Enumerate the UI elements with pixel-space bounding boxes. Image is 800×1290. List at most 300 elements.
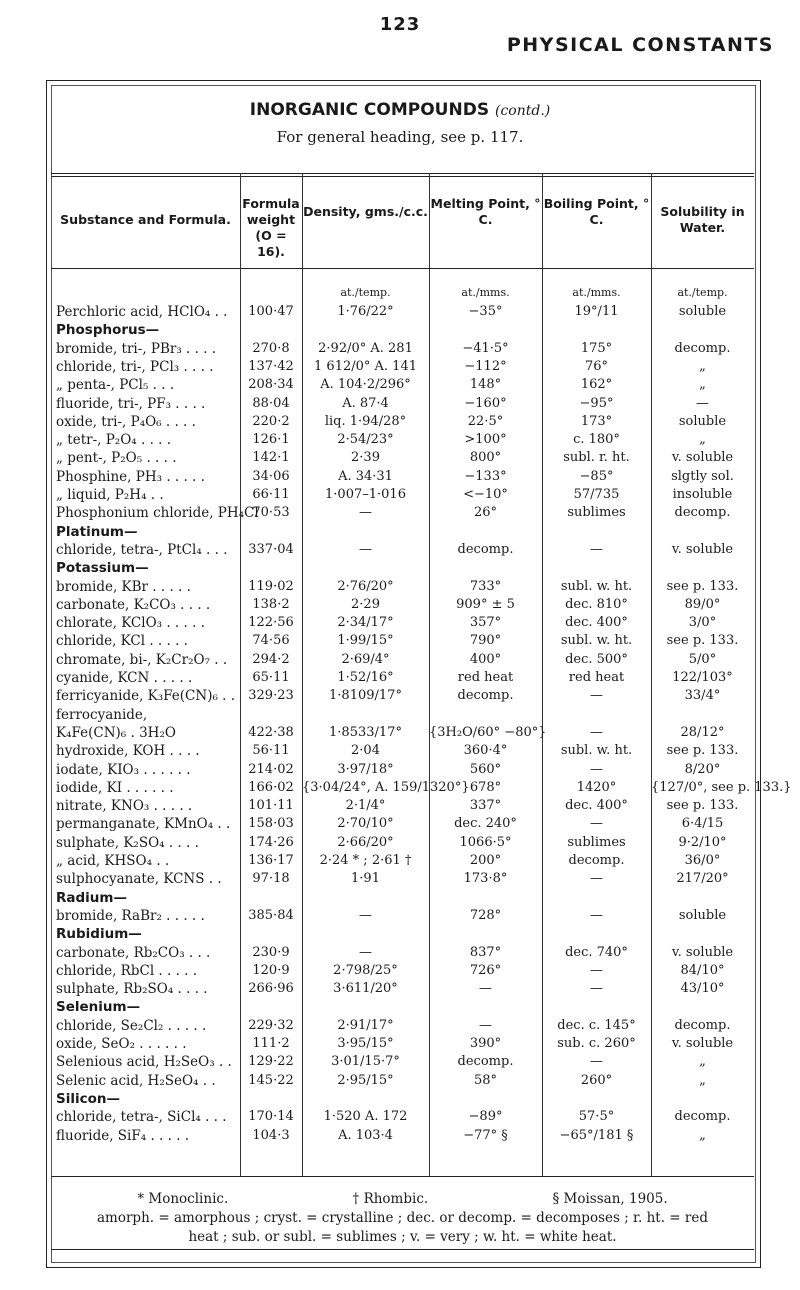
- table-row: [51, 962, 754, 980]
- cell-melting: 200°: [469, 853, 502, 868]
- cell-weight: 111·2: [252, 1036, 290, 1051]
- cell-weight: 294·2: [252, 651, 290, 667]
- cell-solubility: see p. 133.: [666, 798, 739, 814]
- substance-name: Selenious acid, H₂SeO₃ . .: [56, 1054, 232, 1071]
- cell-density: 1·520 A. 172: [323, 1109, 408, 1125]
- cell-weight: 166·02: [248, 779, 294, 795]
- cell-weight: 88·04: [252, 395, 290, 411]
- cell-density: 3·611/20°: [333, 981, 398, 997]
- cell-density: —: [359, 541, 372, 557]
- subheading-label: Selenium—: [56, 999, 141, 1016]
- cell-melting: 728°: [469, 907, 502, 923]
- cell-boiling: —: [590, 541, 603, 557]
- cell-density: A. 34·31: [338, 468, 393, 484]
- cell-melting: 58°: [473, 1072, 498, 1088]
- cell-solubility: v. soluble: [671, 944, 734, 960]
- column-header-melting: Melting Point, ° C.: [430, 196, 541, 227]
- cell-melting: 148°: [469, 377, 502, 393]
- section-title: [0, 100, 800, 120]
- cell-solubility: 28/12°: [680, 724, 725, 740]
- table-row: [51, 761, 754, 779]
- cell-solubility: 9·2/10°: [678, 834, 727, 850]
- table-row: [51, 504, 754, 522]
- cell-weight: 126·1: [252, 432, 290, 448]
- cell-weight: 74·56: [252, 633, 290, 649]
- cell-melting: 560°: [469, 761, 502, 777]
- cell-solubility: „: [699, 1054, 706, 1070]
- substance-name: iodide, KI . . . . . .: [56, 779, 174, 796]
- table-row: [51, 687, 754, 705]
- table-row: [51, 395, 754, 413]
- cell-boiling: —: [590, 962, 603, 978]
- cell-melting: 790°: [469, 633, 502, 649]
- cell-solubility: see p. 133.: [666, 578, 739, 594]
- substance-name: cyanide, KCN . . . . .: [56, 670, 193, 686]
- cell-boiling: 162°: [580, 377, 613, 393]
- cell-weight: 208·34: [248, 377, 294, 393]
- cell-solubility: 84/10°: [680, 962, 725, 978]
- cell-melting: red heat: [457, 670, 514, 685]
- cell-boiling: —: [590, 871, 603, 887]
- substance-name: chloride, KCl . . . . .: [56, 633, 188, 650]
- section-title-text: INORGANIC COMPOUNDS: [249, 100, 490, 120]
- footnote-abbreviations-2: heat ; sub. or subl. = sublimes ; v. = very ; w. ht. = white heat.: [188, 1229, 617, 1245]
- cell-density: 2·92/0° A. 281: [318, 340, 413, 356]
- cell-density: —: [359, 907, 372, 923]
- cell-density: 1 612/0° A. 141: [314, 358, 417, 374]
- header-rule: [51, 268, 754, 269]
- cell-boiling: 173°: [580, 413, 613, 429]
- cell-boiling: —: [590, 688, 603, 704]
- cell-melting: −41·5°: [462, 340, 509, 356]
- cell-boiling: sublimes: [567, 834, 626, 850]
- substance-name: „ penta-, PCl₅ . . .: [56, 377, 175, 394]
- cell-melting: −89°: [468, 1109, 503, 1125]
- cell-density: 2·69/4°: [341, 651, 390, 667]
- cell-weight: 270·8: [252, 340, 290, 356]
- cell-melting: >100°: [464, 432, 507, 448]
- table-subheading: [51, 889, 754, 907]
- column-header-substance: Substance and Formula.: [60, 212, 231, 227]
- cell-weight: 230·9: [252, 944, 290, 960]
- substance-name: iodate, KIO₃ . . . . . .: [56, 761, 191, 778]
- substance-name: sulphocyanate, KCNS . .: [56, 871, 222, 888]
- cell-weight: 266·96: [248, 981, 294, 997]
- column-header-boiling: Boiling Point, ° C.: [543, 196, 650, 227]
- substance-name: ferrocyanide,: [56, 706, 148, 723]
- cell-weight: 337·04: [248, 541, 294, 557]
- cell-solubility: v. soluble: [671, 541, 734, 557]
- cell-weight: 70·53: [252, 505, 290, 521]
- substance-name: fluoride, tri-, PF₃ . . . .: [56, 395, 206, 412]
- cell-density: 1·8533/17°: [329, 724, 402, 740]
- substance-name: chromate, bi-, K₂Cr₂O₇ . .: [56, 651, 228, 668]
- substance-name: „ pent-, P₂O₅ . . . .: [56, 450, 177, 467]
- table-subheading: [51, 559, 754, 577]
- cell-solubility: 6·4/15: [681, 816, 724, 832]
- substance-name: Perchloric acid, HClO₄ . .: [56, 304, 228, 320]
- cell-density: 2·29: [351, 596, 380, 612]
- units-melting: at./mms.: [461, 286, 510, 299]
- cell-boiling: subl. r. ht.: [563, 450, 630, 466]
- table-subheading: [51, 321, 754, 339]
- column-header-solubility: Solubility in Water.: [660, 204, 745, 235]
- cell-melting: 837°: [469, 944, 502, 960]
- table-top-rule: [51, 173, 754, 174]
- cell-melting: −112°: [464, 358, 507, 374]
- cell-density: 2·76/20°: [337, 578, 394, 594]
- cell-density: 2·70/10°: [337, 816, 394, 832]
- cell-boiling: —: [590, 724, 603, 740]
- cell-density: 1·91: [351, 871, 380, 887]
- subheading-label: Rubidium—: [56, 926, 142, 943]
- cell-weight: 34·06: [252, 468, 290, 484]
- units-boiling: at./mms.: [572, 286, 621, 299]
- table-row: [51, 669, 754, 687]
- running-head: PHYSICAL CONSTANTS: [506, 34, 774, 56]
- cell-weight: 136·17: [248, 853, 294, 868]
- cell-weight: 158·03: [248, 816, 294, 832]
- cell-boiling: dec. 400°: [565, 615, 628, 631]
- units-density: at./temp.: [340, 286, 391, 299]
- table-row: [51, 907, 754, 925]
- column-header-density: Density, gms./c.c.: [303, 204, 428, 219]
- cell-boiling: —: [590, 761, 603, 777]
- cell-weight: 220·2: [252, 413, 290, 429]
- cell-density: 2·04: [351, 743, 380, 759]
- cell-melting: <−10°: [463, 487, 508, 502]
- cell-density: A. 104·2/296°: [320, 377, 411, 393]
- cell-density: 2·95/15°: [337, 1072, 394, 1088]
- subheading-label: Potassium—: [56, 560, 149, 577]
- cell-solubility: 8/20°: [684, 761, 721, 777]
- cell-density: 3·95/15°: [337, 1036, 394, 1051]
- table-row: [51, 834, 754, 852]
- cell-boiling: subl. w. ht.: [560, 743, 633, 759]
- table-subheading: [51, 523, 754, 541]
- cell-melting: 26°: [473, 505, 498, 521]
- substance-name: chlorate, KClO₃ . . . . .: [56, 615, 205, 632]
- substance-name: oxide, SeO₂ . . . . . .: [56, 1036, 187, 1052]
- cell-boiling: −95°: [579, 395, 614, 411]
- subheading-label: Phosphorus—: [56, 322, 160, 339]
- substance-name: „ tetr-, P₂O₄ . . . .: [56, 432, 172, 449]
- cell-solubility: insoluble: [672, 487, 733, 502]
- table-row: [51, 724, 754, 742]
- table-row: [51, 1035, 754, 1053]
- substance-name: bromide, RaBr₂ . . . . .: [56, 907, 205, 924]
- table-row: [51, 596, 754, 614]
- subheading-label: Radium—: [56, 889, 127, 906]
- cell-solubility: v. soluble: [671, 1036, 734, 1051]
- cell-solubility: v. soluble: [671, 450, 734, 466]
- cell-solubility: decomp.: [674, 340, 731, 356]
- cell-boiling: 76°: [584, 358, 609, 374]
- table-row: [51, 1127, 754, 1145]
- cell-melting: 909° ± 5: [456, 596, 515, 612]
- substance-name: chloride, tetra-, SiCl₄ . . .: [56, 1109, 227, 1126]
- cell-boiling: 57·5°: [578, 1109, 615, 1125]
- substance-name: oxide, tri-, P₄O₆ . . . .: [56, 413, 196, 430]
- cell-solubility: 5/0°: [688, 651, 717, 667]
- cell-melting: −35°: [468, 304, 503, 319]
- cell-solubility: soluble: [678, 413, 727, 429]
- cell-boiling: —: [590, 1054, 603, 1070]
- footnote-rhombic: † Rhombic.: [352, 1191, 429, 1207]
- table-row: [51, 870, 754, 888]
- cell-weight: 142·1: [252, 450, 290, 466]
- cell-density: —: [359, 944, 372, 960]
- cell-melting: −133°: [464, 468, 507, 484]
- cell-melting: 390°: [469, 1036, 502, 1051]
- cell-melting: decomp.: [457, 688, 514, 704]
- table-row: [51, 779, 792, 797]
- table-row: [51, 1072, 754, 1090]
- cell-melting: 733°: [469, 578, 502, 594]
- footnotes: [51, 1190, 754, 1247]
- cell-melting: dec. 240°: [454, 816, 517, 832]
- footnote-bottom-rule: [51, 1249, 754, 1250]
- substance-name: chloride, tri-, PCl₃ . . . .: [56, 358, 214, 375]
- cell-weight: 422·38: [248, 724, 294, 740]
- cell-solubility: soluble: [678, 907, 727, 923]
- cell-solubility: 43/10°: [680, 981, 725, 997]
- table-row: [51, 340, 754, 358]
- cell-melting: {3H₂O/60° −80°}: [429, 724, 547, 740]
- table-top-rule-double: [51, 176, 754, 177]
- substance-name: chloride, RbCl . . . . .: [56, 962, 198, 979]
- cell-weight: 101·11: [248, 798, 294, 814]
- table-row: [51, 815, 754, 833]
- cell-solubility: 89/0°: [684, 596, 721, 612]
- cell-density: 3·01/15·7°: [331, 1054, 400, 1070]
- cell-melting: −77° §: [463, 1127, 508, 1143]
- cell-weight: 385·84: [248, 907, 294, 923]
- table-row: [51, 486, 754, 504]
- subheading-label: Platinum—: [56, 523, 138, 540]
- cell-density: 2·34/17°: [337, 615, 394, 631]
- table-row: [51, 431, 754, 449]
- table-row: [51, 706, 754, 724]
- cell-solubility: „: [699, 358, 706, 374]
- cell-solubility: see p. 133.: [666, 633, 739, 649]
- cell-weight: 56·11: [252, 743, 290, 759]
- table-row: [51, 413, 754, 431]
- cell-melting: 357°: [469, 615, 502, 631]
- cell-melting: 360·4°: [463, 743, 508, 759]
- cell-melting: 400°: [469, 651, 502, 667]
- substance-name: hydroxide, KOH . . . .: [56, 743, 200, 760]
- cell-solubility: „: [699, 1127, 706, 1143]
- cell-melting: —: [479, 981, 492, 997]
- substance-name: ferricyanide, K₃Fe(CN)₆ . .: [56, 688, 236, 705]
- cell-boiling: dec. 500°: [565, 651, 628, 667]
- cell-boiling: dec. 810°: [565, 596, 628, 612]
- cell-melting: 173·8°: [463, 871, 508, 887]
- cell-solubility: „: [699, 1072, 706, 1088]
- footnote-abbreviations-1: amorph. = amorphous ; cryst. = crystalline ; dec. or decomp. = decomposes ; r. ht. = red: [97, 1210, 708, 1226]
- cell-melting: −160°: [464, 395, 507, 411]
- table-row: [51, 651, 754, 669]
- table-row: [51, 578, 754, 596]
- cell-boiling: 260°: [580, 1072, 613, 1088]
- cell-boiling: dec. 400°: [565, 798, 628, 814]
- substance-name: nitrate, KNO₃ . . . . .: [56, 798, 193, 815]
- page-number: 123: [379, 14, 421, 35]
- cell-weight: 119·02: [248, 578, 294, 594]
- cell-weight: 120·9: [252, 962, 290, 978]
- table-row: [51, 742, 754, 760]
- column-header-weight: Formula weight (O = 16).: [242, 196, 300, 259]
- table-subheading: [51, 925, 754, 943]
- table-row: [51, 1053, 754, 1071]
- substance-name: „ acid, KHSO₄ . .: [56, 853, 170, 869]
- cell-solubility: 33/4°: [684, 688, 721, 704]
- cell-melting: 800°: [469, 450, 502, 466]
- cell-solubility: 36/0°: [684, 853, 721, 868]
- table-row: [51, 358, 754, 376]
- substance-name: Phosphine, PH₃ . . . . .: [56, 468, 205, 485]
- cell-solubility: 217/20°: [676, 871, 729, 887]
- table-row: [51, 449, 754, 467]
- cell-boiling: sublimes: [567, 505, 626, 521]
- cell-weight: 104·3: [252, 1127, 290, 1143]
- table-bottom-rule: [51, 1176, 754, 1177]
- cell-solubility: 122/103°: [672, 670, 733, 685]
- footnote-monoclinic: * Monoclinic.: [137, 1191, 229, 1207]
- cell-solubility: soluble: [678, 304, 727, 319]
- cell-boiling: —: [590, 981, 603, 997]
- cell-boiling: —: [590, 907, 603, 923]
- table-row: [51, 1017, 754, 1035]
- substance-name: K₄Fe(CN)₆ . 3H₂O: [56, 724, 176, 741]
- cell-melting: decomp.: [457, 541, 514, 557]
- cell-weight: 137·42: [248, 358, 294, 374]
- footnote-marks: [51, 1190, 754, 1209]
- cell-boiling: 1420°: [576, 779, 617, 795]
- cell-weight: 229·32: [248, 1017, 294, 1033]
- table-row: [51, 1108, 754, 1126]
- cell-density: A. 87·4: [342, 395, 389, 411]
- subheading-label: Silicon—: [56, 1090, 120, 1107]
- cell-solubility: „: [699, 432, 706, 448]
- cell-weight: 174·26: [248, 834, 294, 850]
- cell-weight: 129·22: [248, 1054, 294, 1070]
- substance-name: chloride, Se₂Cl₂ . . . . .: [56, 1017, 207, 1034]
- cell-solubility: „: [699, 377, 706, 393]
- cell-weight: 329·23: [248, 688, 294, 704]
- cell-melting: —: [479, 1017, 492, 1033]
- cell-boiling: −65°/181 §: [559, 1127, 634, 1143]
- cell-weight: 138·2: [252, 596, 290, 612]
- cell-density: 1·76/22°: [337, 304, 394, 319]
- cell-boiling: 19°/11: [574, 304, 619, 319]
- cell-melting: 22·5°: [467, 413, 504, 429]
- table-row: [51, 614, 754, 632]
- cell-density: 1·99/15°: [337, 633, 394, 649]
- table-row: [51, 944, 754, 962]
- cell-boiling: −85°: [579, 468, 614, 484]
- cell-solubility: {127/0°, see p. 133.}: [651, 779, 792, 795]
- cell-density: 2·91/17°: [337, 1017, 394, 1033]
- cell-density: liq. 1·94/28°: [324, 413, 407, 429]
- cell-melting: 337°: [469, 798, 502, 814]
- cell-density: 3·97/18°: [337, 761, 394, 777]
- cell-density: 1·8109/17°: [329, 688, 402, 704]
- cell-solubility: see p. 133.: [666, 743, 739, 759]
- cell-boiling: dec. c. 145°: [557, 1017, 636, 1033]
- cell-boiling: 175°: [580, 340, 613, 356]
- substance-name: sulphate, K₂SO₄ . . . .: [56, 834, 199, 851]
- cell-solubility: —: [696, 395, 709, 411]
- cell-boiling: —: [590, 816, 603, 832]
- table-row: [51, 541, 754, 559]
- units-solubility: at./temp.: [677, 286, 728, 299]
- cell-solubility: 3/0°: [688, 615, 717, 631]
- cell-weight: 65·11: [252, 670, 290, 685]
- cell-weight: 100·47: [248, 304, 294, 319]
- cell-density: 2·66/20°: [337, 834, 394, 850]
- cell-weight: 97·18: [252, 871, 290, 887]
- cell-melting: 1066·5°: [459, 834, 512, 850]
- cell-density: 2·54/23°: [337, 432, 394, 448]
- footnote-moissan: § Moissan, 1905.: [552, 1191, 668, 1207]
- cell-boiling: subl. w. ht.: [560, 633, 633, 649]
- cell-solubility: decomp.: [674, 505, 731, 521]
- substance-name: „ liquid, P₂H₄ . .: [56, 487, 164, 503]
- cell-boiling: subl. w. ht.: [560, 578, 633, 594]
- section-title-suffix: (contd.): [494, 103, 551, 119]
- cell-density: 2·24 * ; 2·61 †: [319, 853, 412, 868]
- cell-melting: decomp.: [457, 1054, 514, 1070]
- cell-boiling: dec. 740°: [565, 944, 628, 960]
- substance-name: sulphate, Rb₂SO₄ . . . .: [56, 981, 208, 998]
- cell-density: —: [359, 505, 372, 521]
- table-row: [51, 376, 754, 394]
- cell-weight: 66·11: [252, 487, 290, 502]
- table-row: [51, 468, 754, 486]
- cell-melting: 726°: [469, 962, 502, 978]
- cell-solubility: decomp.: [674, 1109, 731, 1125]
- cell-weight: 122·56: [248, 615, 294, 631]
- cell-density: 2·798/25°: [333, 962, 398, 978]
- substance-name: fluoride, SiF₄ . . . . .: [56, 1127, 190, 1144]
- table-row: [51, 797, 754, 815]
- table-subheading: [51, 998, 754, 1016]
- table-row: [51, 980, 754, 998]
- cell-boiling: c. 180°: [573, 432, 620, 448]
- table-subheading: [51, 1090, 754, 1108]
- substance-name: carbonate, Rb₂CO₃ . . .: [56, 944, 211, 961]
- substance-name: Selenic acid, H₂SeO₄ . .: [56, 1072, 216, 1089]
- substance-name: bromide, tri-, PBr₃ . . . .: [56, 340, 217, 357]
- table-row: [51, 632, 754, 650]
- table-row: [51, 303, 754, 321]
- section-subtitle: For general heading, see p. 117.: [276, 128, 524, 146]
- cell-weight: 145·22: [248, 1072, 294, 1088]
- substance-name: carbonate, K₂CO₃ . . . .: [56, 596, 211, 613]
- cell-boiling: red heat: [568, 670, 625, 685]
- cell-boiling: decomp.: [568, 853, 625, 868]
- cell-solubility: slgtly sol.: [671, 468, 734, 484]
- cell-melting: 678°: [469, 779, 502, 795]
- cell-density: 1·007–1·016: [325, 487, 406, 502]
- cell-density: 1·52/16°: [337, 670, 394, 685]
- cell-weight: 170·14: [248, 1109, 294, 1125]
- substance-name: bromide, KBr . . . . .: [56, 578, 191, 595]
- cell-solubility: decomp.: [674, 1017, 731, 1033]
- table-row: [51, 852, 754, 870]
